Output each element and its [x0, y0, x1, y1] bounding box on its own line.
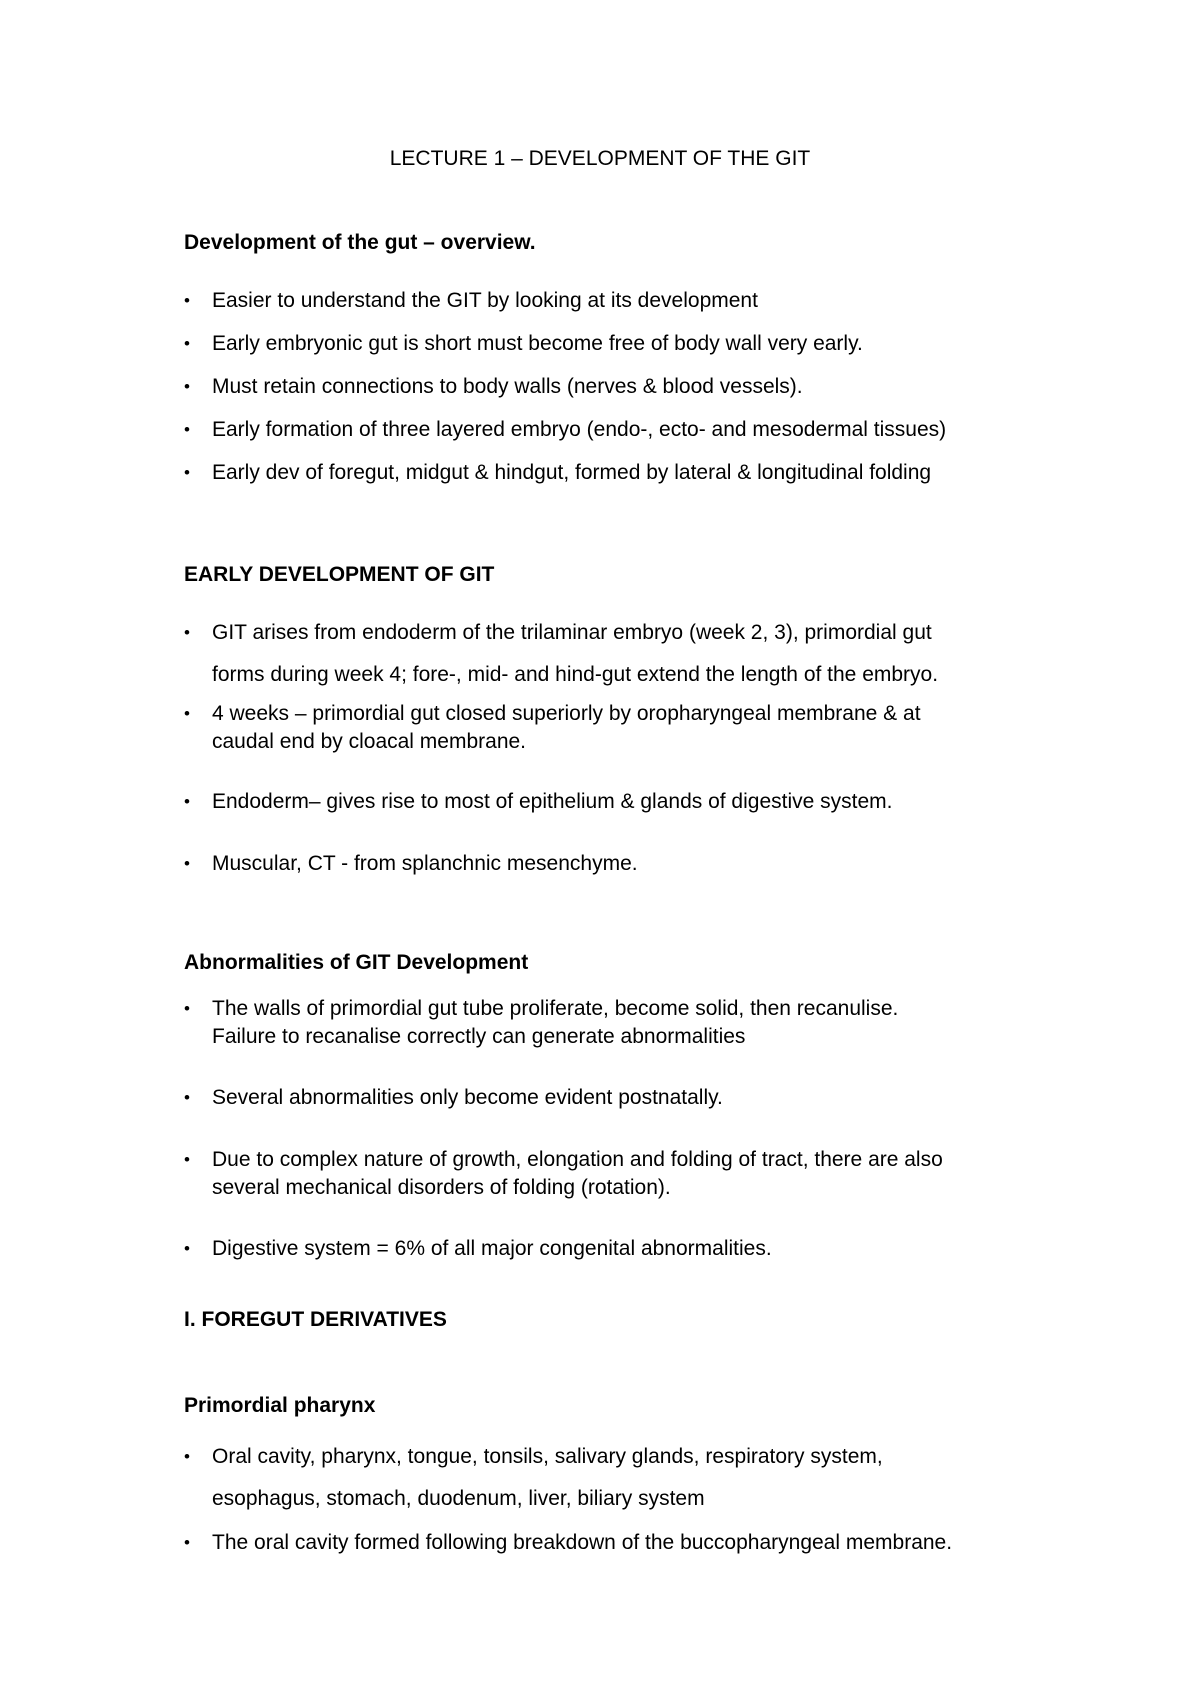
- heading-early-development: EARLY DEVELOPMENT OF GIT: [184, 563, 495, 586]
- bullet-icon: •: [184, 999, 190, 1018]
- document-page: LECTURE 1 – DEVELOPMENT OF THE GIT Development of the gut – overview. • Easier to understand the GIT by looking at its development • Early embryonic gut is short must become free of body wall very early. • Must retain connections to body walls (nerves & blood vessels). • Early formation of three layered embryo (endo-, ecto- and mesodermal tissues) • Early dev of foregut, midgut & hindgut, formed by lateral & longitudinal folding EARLY DEVELOPMENT OF GIT • GIT arises from endoderm of the trilaminar embryo (week 2, 3), primordial gut forms during week 4; fore-, mid- and hind-gut extend the length of the embryo. • 4 weeks – primordial gut closed superiorly by oropharyngeal membrane & at caudal end by cloacal membrane. • Endoderm– gives rise to most of epithelium & glands of digestive system. • Muscular, CT - from splanchnic mesenchyme. Abnormalities of GIT Development • The walls of primordial gut tube proliferate, become solid, then recanulise. Failure to recanalise correctly can generate abnormalities • Several abnormalities only become evident postnatally. • Due to complex nature of growth, elongation and folding of tract, there are also several mechanical disorders of folding (rotation). • Digestive system = 6% of all major congenital abnormalities. I. FOREGUT DERIVATIVES Primordial pharynx • Oral cavity, pharynx, tongue, tonsils, salivary glands, respiratory system, esophagus, stomach, duodenum, liver, biliary system • The oral cavity formed following breakdown of the buccopharyngeal membrane.: [0, 0, 1200, 1698]
- bullet-icon: •: [184, 377, 190, 396]
- bullet-icon: •: [184, 420, 190, 439]
- bullet-icon: •: [184, 1533, 190, 1552]
- bullet-icon: •: [184, 463, 190, 482]
- bullet-icon: •: [184, 1239, 190, 1258]
- heading-abnormalities: Abnormalities of GIT Development: [184, 951, 529, 974]
- heading-overview: Development of the gut – overview.: [184, 231, 536, 254]
- bullet-icon: •: [184, 334, 190, 353]
- bullet-icon: •: [184, 854, 190, 873]
- bullet-icon: •: [184, 704, 190, 723]
- bullet-icon: •: [184, 792, 190, 811]
- bullet-icon: •: [184, 623, 190, 642]
- heading-foregut: I. FOREGUT DERIVATIVES: [184, 1308, 447, 1331]
- page-title: LECTURE 1 – DEVELOPMENT OF THE GIT: [389, 147, 811, 170]
- bullet-icon: •: [184, 291, 190, 310]
- heading-primordial-pharynx: Primordial pharynx: [184, 1394, 376, 1417]
- bullet-icon: •: [184, 1447, 190, 1466]
- bullet-icon: •: [184, 1088, 190, 1107]
- bullet-icon: •: [184, 1150, 190, 1169]
